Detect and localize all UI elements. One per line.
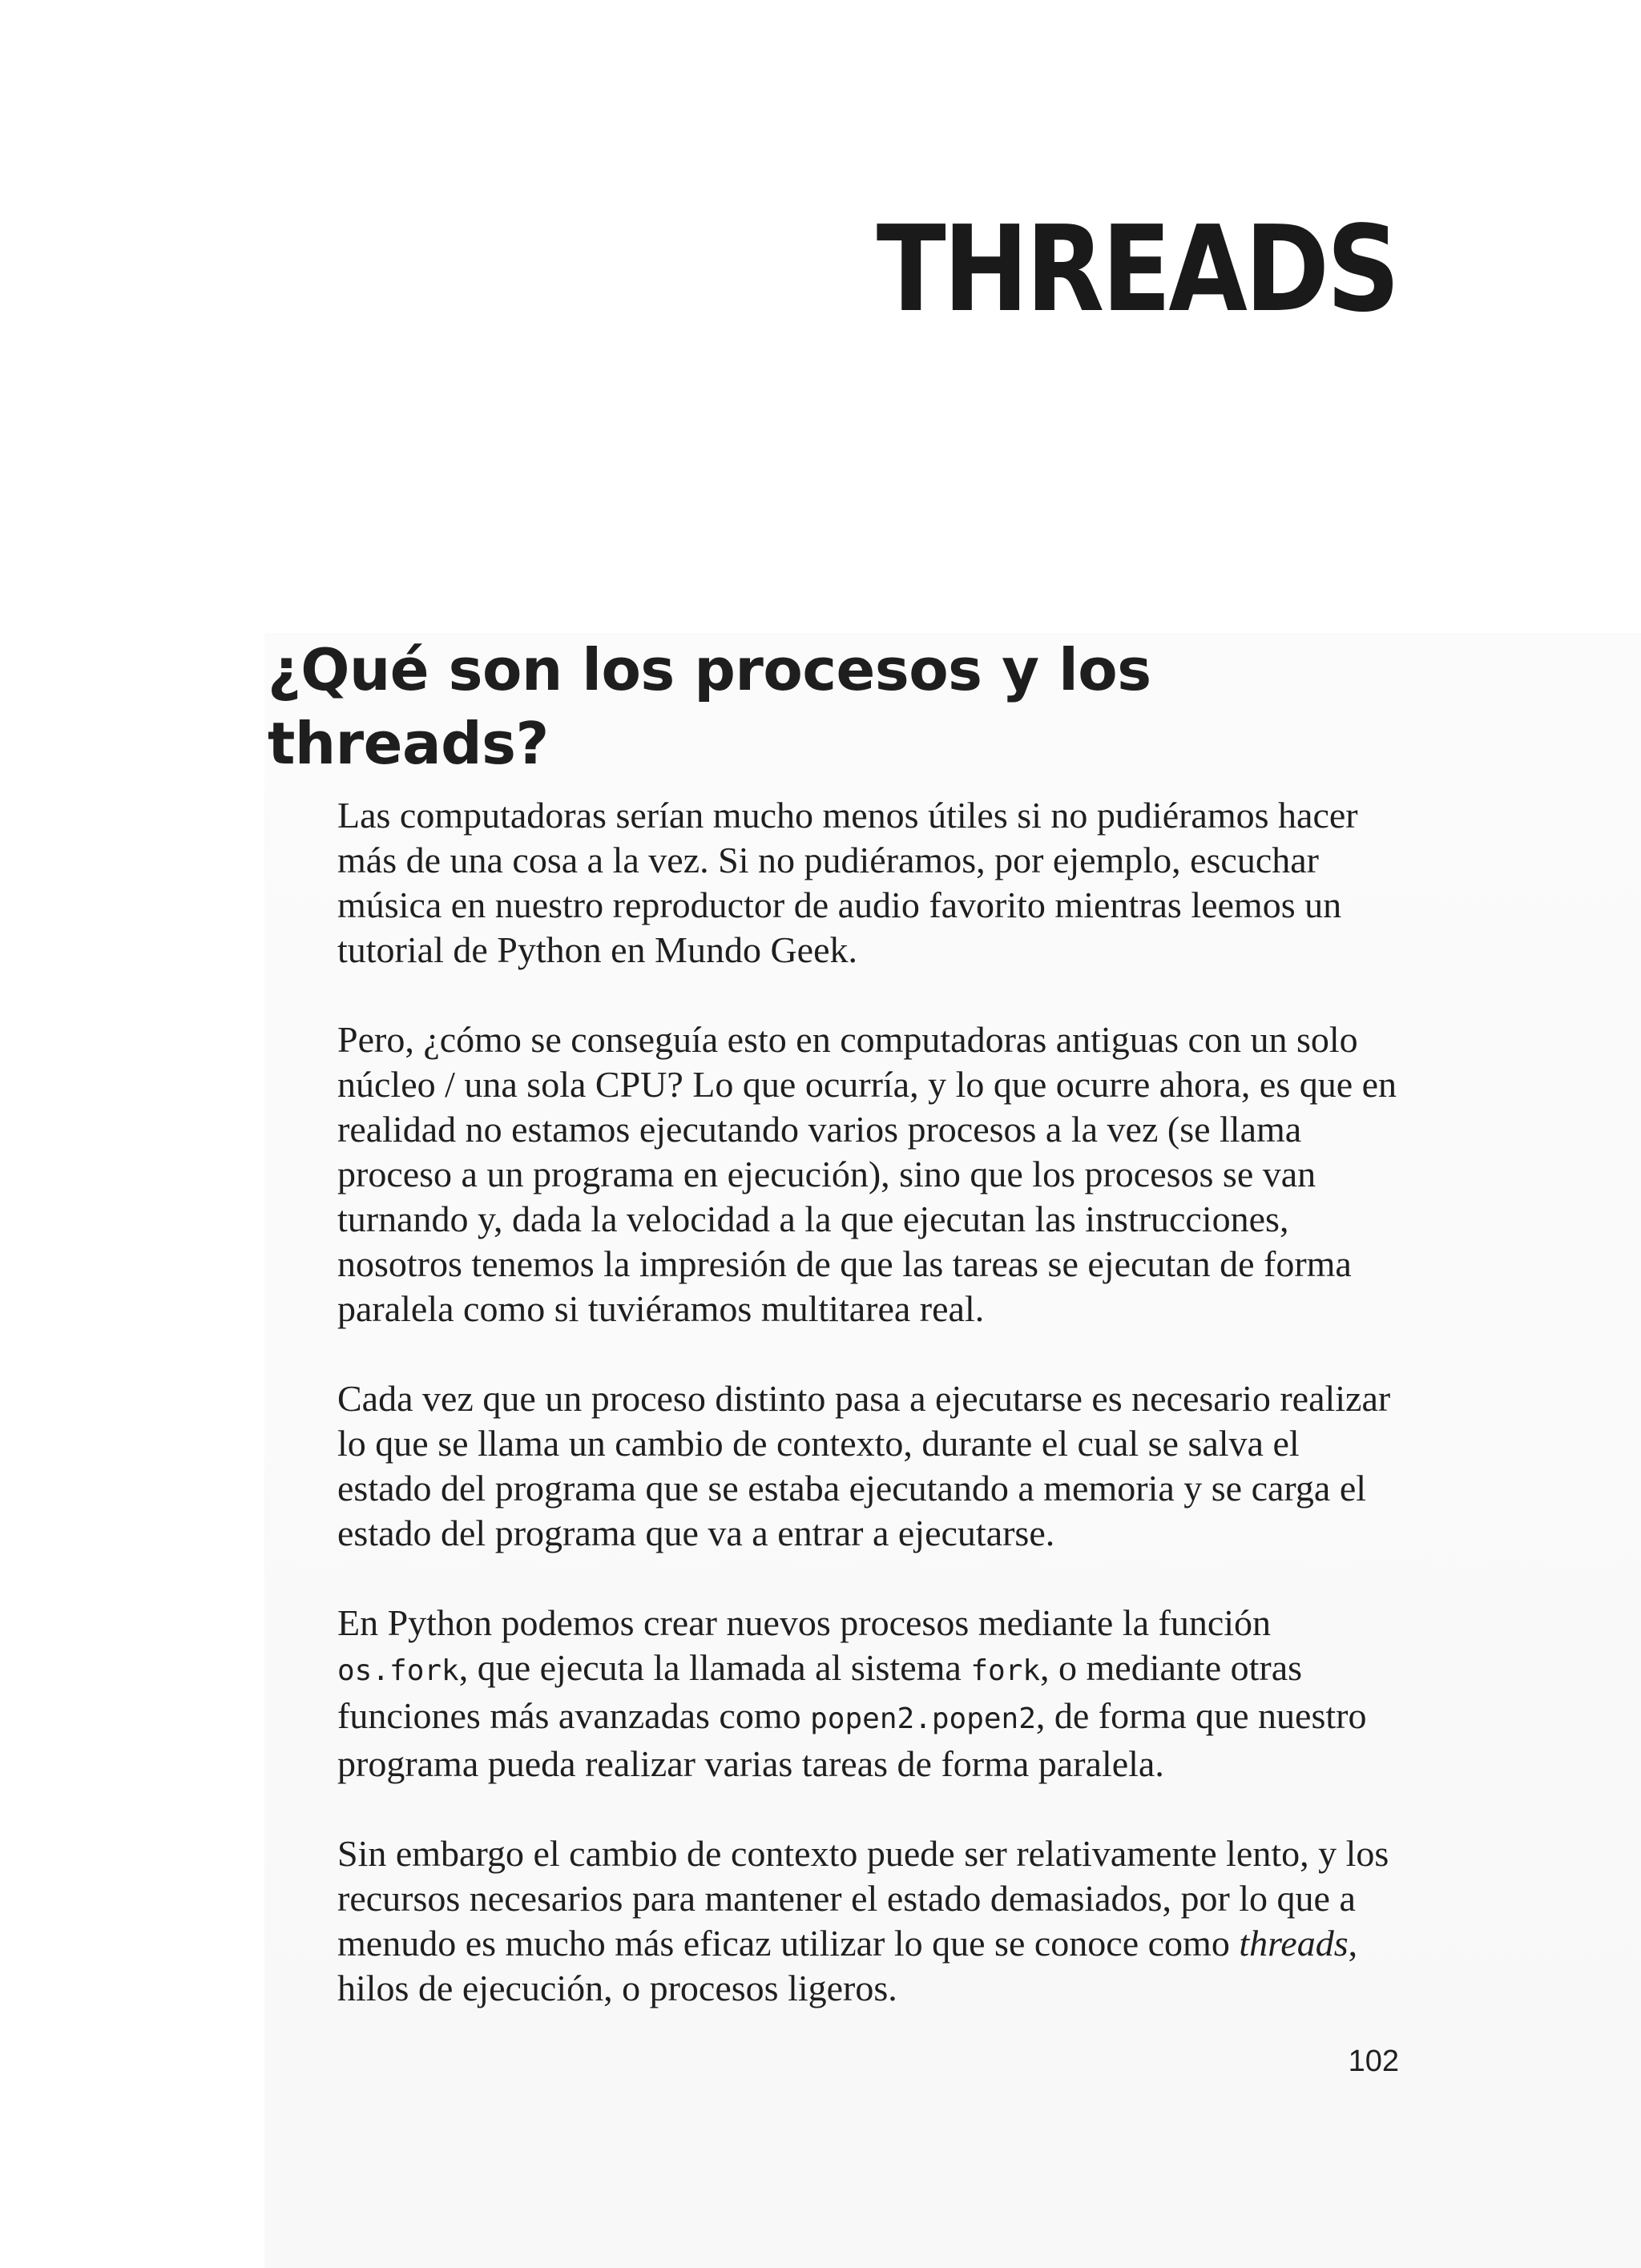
paragraph-5 xyxy=(337,1831,1401,2011)
chapter-title: THREADS xyxy=(876,200,1397,338)
paragraph-2: Pero, ¿cómo se conseguía esto en computadoras antiguas con un solo núcleo / una sola CPU? Lo que ocurría, y lo que ocurre ahora, es que en realidad no estamos ejecutando varios procesos a la vez (se llama proceso a un programa en ejecución), sino que los procesos se van turnando y, dada la velocidad a la que ejecutan las instrucciones, nosotros tenemos la impresión de que las tareas se ejecutan de forma paralela como si tuviéramos multitarea real. xyxy=(337,1019,1397,1329)
paragraph-4-text-3: , o mediante otras funciones más avanzadas como xyxy=(337,1647,1303,1736)
code-fork: fork xyxy=(970,1654,1041,1687)
code-os-fork: os.fork xyxy=(337,1654,459,1687)
paragraph-5-text-1: Sin embargo el cambio de contexto puede ser relativamente lento, y los recursos necesarios para mantener el estado demasiados, por lo que a menudo es mucho más eficaz utilizar lo que se conoce como xyxy=(337,1833,1389,1964)
code-popen2: popen2.popen2 xyxy=(810,1702,1036,1735)
body-text xyxy=(337,793,1401,2056)
paragraph-5-text-2: , hilos de ejecución, o procesos ligeros. xyxy=(337,1923,1358,2008)
paragraph-4-text-2: , que ejecuta la llamada al sistema xyxy=(458,1647,971,1688)
paragraph-4-text-4: , de forma que nuestro programa pueda realizar varias tareas de forma paralela. xyxy=(337,1695,1367,1784)
section-heading: ¿Qué son los procesos y los threads? xyxy=(268,636,1151,777)
page-number: 102 xyxy=(1348,2044,1399,2078)
emphasis-threads: threads xyxy=(1239,1923,1349,1964)
paragraph-4 xyxy=(337,1601,1401,1787)
paragraph-1: Las computadoras serían mucho menos útiles si no pudiéramos hacer más de una cosa a la vez. Si no pudiéramos, por ejemplo, escuchar música en nuestro reproductor de audio favorito mientras leemos un tutorial de Python en Mundo Geek. xyxy=(337,795,1358,970)
paragraph-4-text-1: En Python podemos crear nuevos procesos mediante la función xyxy=(337,1602,1272,1643)
paragraph-3: Cada vez que un proceso distinto pasa a ejecutarse es necesario realizar lo que se llama un cambio de contexto, durante el cual se salva el estado del programa que se estaba ejecutando a memoria y se carga el estado del programa que va a entrar a ejecutarse. xyxy=(337,1378,1391,1553)
